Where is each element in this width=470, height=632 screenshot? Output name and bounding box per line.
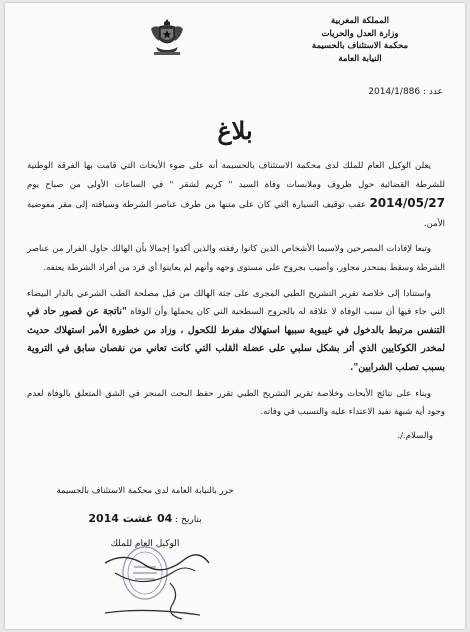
handwritten-signature-icon <box>75 543 235 623</box>
issue-date-label: بتاريخ : <box>175 515 202 525</box>
incident-date: 2014/05/27 <box>369 196 445 211</box>
letterhead-kingdom: المملكة المغربية <box>331 16 389 26</box>
issue-date-line <box>45 512 245 527</box>
letterhead-court: محكمة الاستئناف بالحسيمة <box>311 41 409 51</box>
autopsy-conclusion: "ناتجة عن قصور حاد في التنفس مرتبط بالدخول في غيبوبة سببها استهلاك مفرط للكحول ، وزاد من خطورة الأمر استهلاك حديث لمخدر الكوكايين الذي أثر بشكل سلبي على عضلة القلب التي كانت تعاني من نقصان سابق في التروية بسبب تصلب الشرايين". <box>27 306 445 373</box>
issued-at-line: حرر بالنيابة العامة لدى محكمة الاستئناف بالحسيمة <box>56 486 234 496</box>
reference-label: عدد : <box>423 87 443 97</box>
closing-salutation: والسلام./. <box>397 430 433 441</box>
paragraph-3: واستنادا إلى خلاصة تقرير التشريح الطبي المجرى على جثة الهالك من قبل مصلحة الطب الشرعي بالدار البيضاء التي جاء فيها أن سبب الوفاة لا علاقة له بالجروح السطحية التي كان يحملها وأن الوفاة "ناتجة عن قصور حاد في التنفس مرتبط بالدخول في غيبوبة سببها استهلاك مفرط للكحول ، وزاد من خطورة الأمر استهلاك حديث لمخدر الكوكايين الذي أثر بشكل سلبي على عضلة القلب التي كانت تعاني من نقصان سابق في التروية بسبب تصلب الشرايين". <box>27 288 446 373</box>
reference-number <box>333 87 443 97</box>
reference-value: 2014/1/886 <box>368 87 421 97</box>
paragraph-2: وتبعا لإفادات المصرحين ولاسيما الأشخاص الذين كانوا رفقته والذين أكدوا إجمالا بأن الهالك حاول الفرار من عناصر الشرطة وسقط بمنحدر مجاور، وأصيب بجروح على مستوى وجهه وأنهم لم يعاينوا أي فرد من أفراد الشرطة يعنفه. <box>27 244 445 273</box>
document-page <box>5 3 465 629</box>
letterhead <box>285 15 435 65</box>
signatory-title: الوكيل العام للملك <box>110 539 180 549</box>
paragraph-1: يعلن الوكيل العام للملك لدى محكمة الاستئناف بالحسيمة أنه على ضوء الأبحاث التي قامت بها الفرقة الوطنية للشرطة القضائية حول ظروف وملابسات وفاة السيد " كريم لشقر " في الساعات الأولى من صباح يوم 2014/05/27 عقب توقيف السيارة التي كان على متنها من طرف عناصر الشرطة وسياقته إلى مقر مفوضية الأمن. <box>27 161 445 229</box>
document-footer <box>45 484 245 551</box>
moroccan-coat-of-arms-icon <box>148 17 186 57</box>
issue-date-value: 04 غشت 2014 <box>88 512 173 525</box>
letterhead-ministry: وزارة العدل والحريات <box>321 28 399 39</box>
letterhead-prosecution: النيابة العامة <box>338 53 382 64</box>
document-title: بلاغ <box>217 116 253 145</box>
document-body <box>27 157 445 452</box>
paragraph-4: وبناء على نتائج الأبحاث وخلاصة تقرير التشريح الطبي تقرر حفظ البحث المنجز في الشق المتعلق بالوفاة لعدم وجود أية شبهة تفيد الاعتداء عليه والتسبب في وفاته. <box>27 388 445 418</box>
